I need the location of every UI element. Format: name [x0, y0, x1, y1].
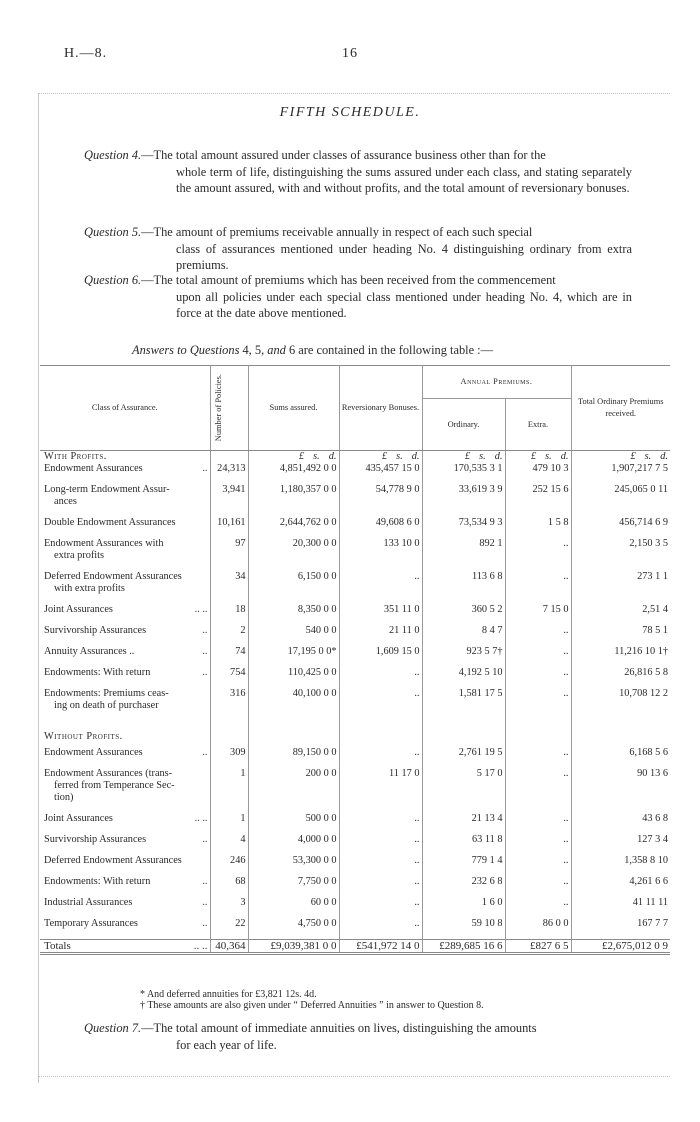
- question-7-first: —The total amount of immediate annuities on lives, distinguishing the amounts: [141, 1021, 537, 1035]
- policies-cell: 22: [210, 918, 248, 940]
- question-4: [84, 147, 632, 197]
- unit-s: s.: [313, 451, 320, 462]
- answers-nums: 4, 5,: [239, 343, 268, 357]
- leader-dots: ..: [202, 834, 208, 845]
- leader-dots: ..: [202, 667, 208, 678]
- total-cell: 78 5 1: [571, 625, 670, 646]
- totals-ordinary: £289,685 16 6: [422, 940, 505, 954]
- class-cell: [40, 813, 210, 834]
- class-name: Endowments: With return: [44, 876, 151, 887]
- sums-cell: 500 0 0: [248, 813, 339, 834]
- policies-cell: 68: [210, 876, 248, 897]
- total-cell: 456,714 6 9: [571, 517, 670, 538]
- class-name-cont: ing on death of purchaser: [54, 700, 159, 711]
- sums-cell: 7,750 0 0: [248, 876, 339, 897]
- total-cell: 2,51 4: [571, 604, 670, 625]
- class-name-cont: ferred from Temperance Sec-: [54, 780, 175, 791]
- total-cell: 11,216 10 1†: [571, 646, 670, 667]
- table-row: [40, 646, 670, 667]
- table-row: [40, 571, 670, 604]
- assurance-table: [40, 365, 670, 955]
- question-5-rest: class of assurances mentioned under heading No. 4 distinguishing ordinary from extra premiums.: [176, 241, 632, 272]
- policies-cell: 18: [210, 604, 248, 625]
- header-total: Total Ordinary Premiums received.: [571, 366, 670, 451]
- extra-cell: ..: [505, 571, 571, 604]
- top-rule: [38, 93, 670, 94]
- class-cell: [40, 538, 210, 571]
- total-cell: 90 13 6: [571, 768, 670, 813]
- ordinary-cell: 33,619 3 9: [422, 484, 505, 517]
- total-cell: 6,168 5 6: [571, 747, 670, 768]
- section-title-blank: [339, 721, 422, 747]
- sums-cell: 2,644,762 0 0: [248, 517, 339, 538]
- policies-cell: 3,941: [210, 484, 248, 517]
- ordinary-cell: 232 6 8: [422, 876, 505, 897]
- answers-italic: Answers to Questions: [132, 343, 240, 357]
- class-name: Deferred Endowment Assurances: [44, 855, 182, 866]
- policies-cell: 246: [210, 855, 248, 876]
- ordinary-cell: 1,581 17 5: [422, 688, 505, 721]
- frame-left-rule: [38, 93, 39, 1083]
- section-title-blank: [571, 721, 670, 747]
- table-row: [40, 918, 670, 940]
- ordinary-cell: 923 5 7†: [422, 646, 505, 667]
- table-row: [40, 834, 670, 855]
- header-sums: Sums assured.: [248, 366, 339, 451]
- sums-cell: 1,180,357 0 0: [248, 484, 339, 517]
- class-name: Temporary Assurances: [44, 918, 138, 929]
- unit-s: s.: [545, 451, 552, 462]
- sums-cell: 20,300 0 0: [248, 538, 339, 571]
- class-cell: [40, 667, 210, 688]
- unit-pound: £: [299, 451, 305, 462]
- totals-policies: 40,364: [210, 940, 248, 954]
- total-cell: 4,261 6 6: [571, 876, 670, 897]
- extra-cell: 86 0 0: [505, 918, 571, 940]
- unit-pound: £: [382, 451, 388, 462]
- table-row: [40, 538, 670, 571]
- totals-label: Totals: [44, 940, 71, 952]
- policies-cell: 97: [210, 538, 248, 571]
- class-cell: [40, 484, 210, 517]
- sums-cell: 6,150 0 0: [248, 571, 339, 604]
- ordinary-cell: 73,534 9 3: [422, 517, 505, 538]
- policies-cell: 316: [210, 688, 248, 721]
- total-cell: 1,907,217 7 5: [571, 463, 670, 484]
- class-cell: [40, 646, 210, 667]
- policies-cell: 34: [210, 571, 248, 604]
- sums-cell: 17,195 0 0*: [248, 646, 339, 667]
- extra-cell: 7 15 0: [505, 604, 571, 625]
- table-row: [40, 688, 670, 721]
- policies-cell: 24,313: [210, 463, 248, 484]
- leader-dots: ..: [202, 897, 208, 908]
- leader-dots: ..: [202, 918, 208, 929]
- bonuses-cell: 11 17 0: [339, 768, 422, 813]
- class-name: Double Endowment Assurances: [44, 517, 176, 528]
- page-header-left: H.—8.: [64, 46, 108, 61]
- table-body: [40, 451, 670, 954]
- table-row: [40, 604, 670, 625]
- bonuses-cell: ..: [339, 747, 422, 768]
- schedule-title: FIFTH SCHEDULE.: [279, 105, 421, 120]
- question-4-first: —The total amount assured under classes of assurance business other than for the: [141, 148, 546, 162]
- ordinary-cell: 1 6 0: [422, 897, 505, 918]
- bonuses-cell: 133 10 0: [339, 538, 422, 571]
- extra-cell: 252 15 6: [505, 484, 571, 517]
- policies-cell: 2: [210, 625, 248, 646]
- sums-cell: 4,750 0 0: [248, 918, 339, 940]
- extra-cell: 479 10 3: [505, 463, 571, 484]
- ordinary-cell: 360 5 2: [422, 604, 505, 625]
- table-row: [40, 517, 670, 538]
- unit-pound: £: [630, 451, 636, 462]
- class-cell: [40, 604, 210, 625]
- policies-cell: 74: [210, 646, 248, 667]
- question-6: [84, 272, 632, 322]
- total-cell: 2,150 3 5: [571, 538, 670, 571]
- units-ord: [422, 451, 505, 464]
- ordinary-cell: 170,535 3 1: [422, 463, 505, 484]
- question-5: [84, 224, 632, 274]
- totals-row: [40, 940, 670, 954]
- extra-cell: ..: [505, 855, 571, 876]
- extra-cell: ..: [505, 834, 571, 855]
- extra-cell: ..: [505, 813, 571, 834]
- table-row: [40, 768, 670, 813]
- class-cell: [40, 768, 210, 813]
- section-title: Without Profits.: [44, 731, 123, 742]
- unit-d: d.: [411, 451, 420, 462]
- totals-sums: £9,039,381 0 0: [248, 940, 339, 954]
- units-bon: [339, 451, 422, 464]
- class-cell: [40, 463, 210, 484]
- ordinary-cell: 8 4 7: [422, 625, 505, 646]
- units-tot: [571, 451, 670, 464]
- total-cell: 245,065 0 11: [571, 484, 670, 517]
- header-annual: Annual Premiums.: [422, 366, 571, 399]
- ordinary-cell: 5 17 0: [422, 768, 505, 813]
- header-policies: [210, 366, 248, 451]
- totals-label-cell: [40, 940, 210, 954]
- ordinary-cell: 4,192 5 10: [422, 667, 505, 688]
- unit-pound: £: [465, 451, 471, 462]
- leader-dots: ..: [202, 876, 208, 887]
- unit-d: d.: [560, 451, 569, 462]
- class-name-cont: tion): [54, 792, 74, 803]
- sums-cell: 53,300 0 0: [248, 855, 339, 876]
- question-6-rest: upon all policies under each special class mentioned under heading No. 4, which are in force at the date above mentioned.: [176, 289, 632, 320]
- extra-cell: ..: [505, 625, 571, 646]
- units-blank-policies: [210, 451, 248, 464]
- sums-cell: 60 0 0: [248, 897, 339, 918]
- footnote-2: † These amounts are also given under “ Deferred Annuities ” in answer to Question 8.: [140, 1000, 484, 1011]
- table-row: [40, 876, 670, 897]
- ordinary-cell: 2,761 19 5: [422, 747, 505, 768]
- class-name: Long-term Endowment Assur-: [44, 484, 170, 495]
- class-cell: [40, 625, 210, 646]
- totals-extra: £827 6 5: [505, 940, 571, 954]
- class-name-cont: extra profits: [54, 550, 105, 561]
- units-row: [40, 451, 670, 464]
- policies-cell: 3: [210, 897, 248, 918]
- question-4-rest: whole term of life, distinguishing the sums assured under each class, and stating separately the amount assured, with and without profits, and the total amount of reversionary bonuses.: [176, 164, 632, 195]
- extra-cell: ..: [505, 688, 571, 721]
- bonuses-cell: ..: [339, 855, 422, 876]
- bottom-rule: [38, 1076, 670, 1077]
- leader-dots: .. ..: [194, 604, 208, 615]
- ordinary-cell: 21 13 4: [422, 813, 505, 834]
- class-name: Annuity Assurances ..: [44, 646, 135, 657]
- class-name: Endowment Assurances: [44, 463, 143, 474]
- class-name-cont: ances: [54, 496, 77, 507]
- bonuses-cell: ..: [339, 834, 422, 855]
- extra-cell: ..: [505, 768, 571, 813]
- policies-cell: 10,161: [210, 517, 248, 538]
- class-name: Survivorship Assurances: [44, 834, 147, 845]
- sums-cell: 40,100 0 0: [248, 688, 339, 721]
- class-name: Joint Assurances: [44, 813, 113, 824]
- class-cell: [40, 688, 210, 721]
- extra-cell: ..: [505, 897, 571, 918]
- header-ordinary: Ordinary.: [422, 399, 505, 451]
- table-row: [40, 897, 670, 918]
- policies-cell: 1: [210, 768, 248, 813]
- leader-dots: ..: [202, 625, 208, 636]
- totals-total: £2,675,012 0 9: [571, 940, 670, 954]
- class-name: Endowment Assurances with: [44, 538, 164, 549]
- header-class: Class of Assurance.: [40, 366, 210, 451]
- question-7-label: Question 7.: [84, 1021, 142, 1035]
- class-cell: [40, 747, 210, 768]
- class-cell: [40, 517, 210, 538]
- sums-cell: 8,350 0 0: [248, 604, 339, 625]
- class-cell: [40, 897, 210, 918]
- header-policies-text: Number of Policies.: [213, 374, 223, 442]
- leader-dots: .. ..: [194, 813, 208, 824]
- question-5-first: —The amount of premiums receivable annually in respect of each such special: [141, 225, 533, 239]
- answers-rest: 6 are contained in the following table :—: [285, 343, 494, 357]
- leader-dots: .. ..: [193, 940, 208, 952]
- class-cell: [40, 876, 210, 897]
- ordinary-cell: 892 1: [422, 538, 505, 571]
- units-sums: [248, 451, 339, 464]
- class-name: Endowment Assurances: [44, 747, 143, 758]
- total-cell: 41 11 11: [571, 897, 670, 918]
- bonuses-cell: ..: [339, 667, 422, 688]
- answers-and: and: [267, 343, 286, 357]
- extra-cell: ..: [505, 876, 571, 897]
- header-extra: Extra.: [505, 399, 571, 451]
- leader-dots: ..: [202, 747, 208, 758]
- sums-cell: 89,150 0 0: [248, 747, 339, 768]
- header-bonuses: Reversionary Bonuses.: [339, 366, 422, 451]
- ordinary-cell: 63 11 8: [422, 834, 505, 855]
- class-name: Endowments: With return: [44, 667, 151, 678]
- unit-d: d.: [328, 451, 337, 462]
- answers-line: [132, 343, 493, 358]
- total-cell: 273 1 1: [571, 571, 670, 604]
- bonuses-cell: ..: [339, 813, 422, 834]
- sums-cell: 200 0 0: [248, 768, 339, 813]
- class-name: Endowment Assurances (trans-: [44, 768, 173, 779]
- extra-cell: 1 5 8: [505, 517, 571, 538]
- policies-cell: 1: [210, 813, 248, 834]
- bonuses-cell: ..: [339, 918, 422, 940]
- bonuses-cell: 435,457 15 0: [339, 463, 422, 484]
- class-name: Endowments: Premiums ceas-: [44, 688, 169, 699]
- ordinary-cell: 779 1 4: [422, 855, 505, 876]
- class-name-cont: with extra profits: [54, 583, 125, 594]
- unit-s: s.: [479, 451, 486, 462]
- bonuses-cell: 54,778 9 0: [339, 484, 422, 517]
- bonuses-cell: 21 11 0: [339, 625, 422, 646]
- question-7: [84, 1020, 632, 1053]
- bonuses-cell: ..: [339, 876, 422, 897]
- section-title-blank: [210, 721, 248, 747]
- sums-cell: 4,851,492 0 0: [248, 463, 339, 484]
- section-title-blank: [248, 721, 339, 747]
- table-row: [40, 747, 670, 768]
- bonuses-cell: 1,609 15 0: [339, 646, 422, 667]
- section-title: With Profits.: [44, 451, 107, 462]
- section-title-blank: [422, 721, 505, 747]
- table-row: [40, 855, 670, 876]
- question-4-label: Question 4.: [84, 148, 142, 162]
- bonuses-cell: 49,608 6 0: [339, 517, 422, 538]
- table-row: [40, 463, 670, 484]
- sums-cell: 110,425 0 0: [248, 667, 339, 688]
- table-row: [40, 484, 670, 517]
- question-6-label: Question 6.: [84, 273, 142, 287]
- bonuses-cell: ..: [339, 571, 422, 604]
- table-row: [40, 813, 670, 834]
- section-title-blank: [505, 721, 571, 747]
- footnote-1: * And deferred annuities for £3,821 12s. 4d.: [140, 989, 317, 1000]
- table-row: [40, 625, 670, 646]
- policies-cell: 309: [210, 747, 248, 768]
- class-cell: [40, 918, 210, 940]
- unit-s: s.: [396, 451, 403, 462]
- bonuses-cell: ..: [339, 897, 422, 918]
- total-cell: 127 3 4: [571, 834, 670, 855]
- policies-cell: 754: [210, 667, 248, 688]
- extra-cell: ..: [505, 667, 571, 688]
- total-cell: 10,708 12 2: [571, 688, 670, 721]
- ordinary-cell: 59 10 8: [422, 918, 505, 940]
- class-name: Joint Assurances: [44, 604, 113, 615]
- class-cell: [40, 834, 210, 855]
- extra-cell: ..: [505, 646, 571, 667]
- unit-pound: £: [531, 451, 537, 462]
- leader-dots: ..: [202, 646, 208, 657]
- total-cell: 26,816 5 8: [571, 667, 670, 688]
- page-number: 16: [342, 46, 358, 61]
- section-title-row: [40, 721, 670, 747]
- class-name: Industrial Assurances: [44, 897, 133, 908]
- units-ext: [505, 451, 571, 464]
- unit-d: d.: [494, 451, 503, 462]
- total-cell: 167 7 7: [571, 918, 670, 940]
- policies-cell: 4: [210, 834, 248, 855]
- sums-cell: 4,000 0 0: [248, 834, 339, 855]
- sums-cell: 540 0 0: [248, 625, 339, 646]
- totals-bonuses: £541,972 14 0: [339, 940, 422, 954]
- table-row: [40, 667, 670, 688]
- class-name: Survivorship Assurances: [44, 625, 147, 636]
- unit-s: s.: [644, 451, 652, 462]
- question-6-first: —The total amount of premiums which has been received from the commencement: [141, 273, 556, 287]
- class-name: Deferred Endowment Assurances: [44, 571, 182, 582]
- bonuses-cell: ..: [339, 688, 422, 721]
- leader-dots: ..: [202, 463, 208, 474]
- unit-d: d.: [660, 451, 668, 462]
- class-cell: [40, 571, 210, 604]
- total-cell: 43 6 8: [571, 813, 670, 834]
- bonuses-cell: 351 11 0: [339, 604, 422, 625]
- extra-cell: ..: [505, 538, 571, 571]
- class-cell: [40, 855, 210, 876]
- extra-cell: ..: [505, 747, 571, 768]
- question-7-rest: for each year of life.: [176, 1037, 277, 1052]
- total-cell: 1,358 8 10: [571, 855, 670, 876]
- ordinary-cell: 113 6 8: [422, 571, 505, 604]
- question-5-label: Question 5.: [84, 225, 142, 239]
